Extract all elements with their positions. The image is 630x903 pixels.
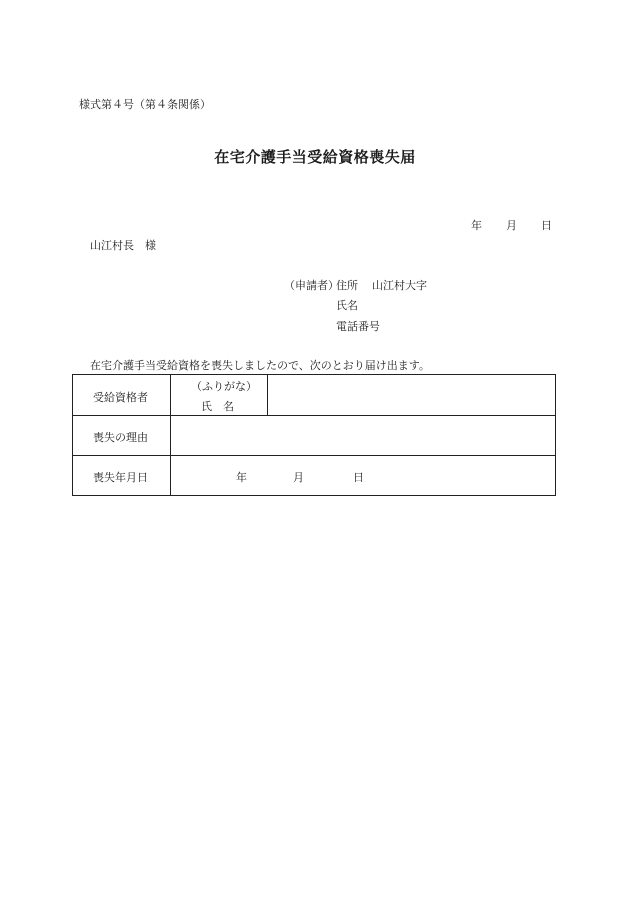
table-row-beneficiary [73,375,555,416]
submission-date-line [471,217,552,233]
loss-date-year-label: 年 [236,471,247,484]
date-day-label: 日 [541,219,552,232]
applicant-name-label: 氏名 [336,299,358,312]
table-row-date [73,456,555,496]
date-year-label: 年 [471,219,482,232]
phone-label: 電話番号 [336,320,380,333]
address-value: 山江村大字 [372,279,427,292]
furigana-label: （ふりがな） [191,380,257,393]
table-row-reason [73,416,555,456]
column-divider [170,375,171,415]
recipient: 山江村長 様 [90,239,156,252]
form-number: 様式第４号（第４条関係） [79,98,211,111]
name-label: 氏 名 [201,400,234,413]
beneficiary-name-field[interactable] [268,375,555,415]
loss-date-month-label: 月 [293,471,304,484]
loss-reason-field[interactable] [171,416,555,455]
date-month-label: 月 [506,219,517,232]
loss-reason-label: 喪失の理由 [93,431,148,444]
loss-date-field[interactable] [171,456,555,495]
form-table [72,374,556,496]
loss-date-label: 喪失年月日 [93,471,148,484]
statement: 在宅介護手当受給資格を喪失しましたので、次のとおり届け出ます。 [90,359,430,372]
applicant-label: （申請者） [284,279,339,292]
address-label: 住所 [336,279,358,292]
document-title: 在宅介護手当受給資格喪失届 [214,148,416,166]
beneficiary-label: 受給資格者 [93,391,148,404]
loss-date-day-label: 日 [353,471,364,484]
